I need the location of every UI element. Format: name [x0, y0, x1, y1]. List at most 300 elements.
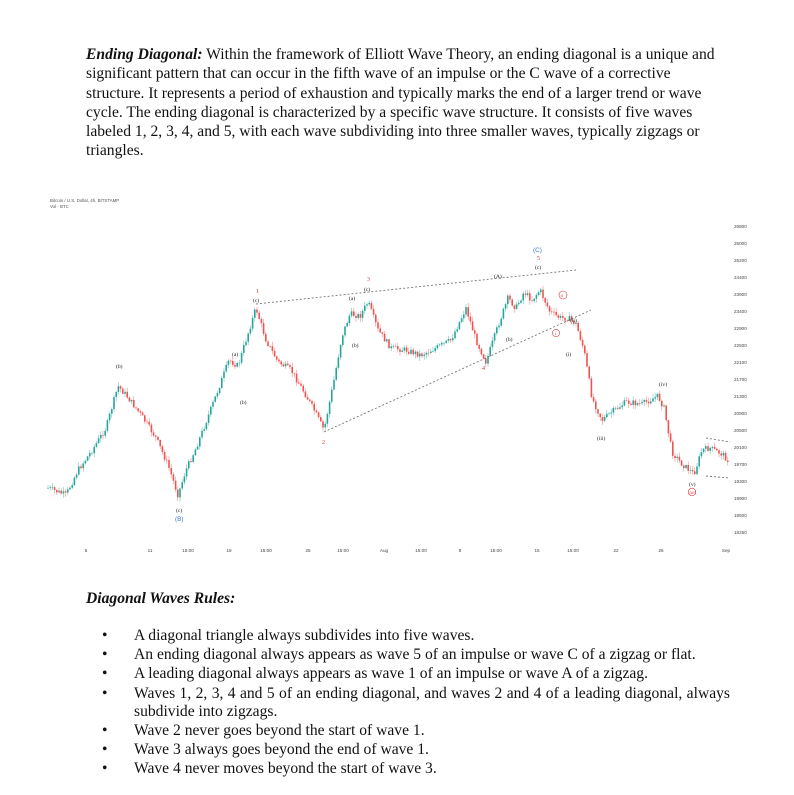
candle-body [254, 310, 256, 318]
candle-body [718, 450, 720, 453]
chart-header-sub: Vol · BTC [50, 204, 69, 209]
candle-body [507, 296, 509, 305]
candle-body [322, 421, 324, 427]
wave-label-iii-circle: (iii) [689, 490, 696, 495]
candle-body [151, 425, 153, 433]
candle-body [637, 403, 639, 405]
candle-body [360, 314, 362, 318]
candle-body [342, 335, 344, 345]
candle-body [467, 307, 469, 316]
candle-body [142, 413, 144, 416]
candle-body [412, 350, 414, 354]
candle-body [285, 364, 287, 367]
candle-body [426, 353, 428, 355]
candle-body [274, 351, 276, 357]
candle-body [496, 327, 498, 333]
candle-body [410, 350, 412, 354]
candle-body [265, 334, 267, 342]
candle-body [632, 401, 634, 405]
candle-body [417, 352, 419, 357]
candle-body [463, 314, 465, 318]
time-tick: Aug [379, 548, 389, 553]
candle-body [333, 380, 335, 390]
rule-item [86, 741, 730, 759]
price-tick: 25200 [734, 258, 747, 263]
candle-body [393, 346, 395, 347]
candle-body [219, 388, 221, 393]
candle-body [465, 307, 467, 314]
bullet: • [102, 627, 108, 644]
candle-body [313, 404, 315, 411]
candle-body [687, 465, 689, 471]
candle-body [197, 447, 199, 450]
candle-body [668, 420, 670, 433]
candle-body [289, 365, 291, 367]
bullet: • [102, 760, 108, 778]
candle-body [386, 339, 388, 341]
price-tick: 26800 [734, 224, 747, 229]
bullet: • [102, 646, 108, 664]
rule-item [86, 722, 730, 740]
candle-body [698, 456, 700, 466]
candle-body [591, 378, 593, 397]
price-tick: 21700 [734, 377, 747, 382]
candle-body [74, 478, 76, 485]
candle-body [309, 400, 311, 401]
candle-body [133, 400, 135, 407]
candle-body [162, 446, 164, 452]
candle-body [494, 333, 496, 340]
candle-body [432, 351, 434, 352]
candle-body [113, 397, 115, 409]
candle-body [87, 456, 89, 460]
price-tick: 26000 [734, 241, 747, 246]
candle-body [648, 402, 650, 404]
candle-body [188, 461, 190, 468]
wave-label-C-top: (C) [533, 247, 542, 254]
candle-body [287, 364, 289, 365]
candle-body [448, 339, 450, 341]
wave-label-b1: (b) [240, 400, 247, 406]
candle-body [267, 342, 269, 346]
candle-body [221, 378, 223, 388]
candle-body [173, 474, 175, 480]
rule-text: Wave 2 never goes beyond the start of wave 1. [134, 722, 425, 740]
candle-body [615, 408, 617, 409]
candle-body [355, 316, 357, 318]
candle-body [716, 449, 718, 450]
candle-body [324, 424, 326, 428]
candle-body [527, 293, 529, 295]
candlestick-series [47, 286, 728, 502]
candle-body [157, 437, 159, 440]
candle-body [107, 420, 109, 431]
candle-body [190, 461, 192, 462]
time-tick: 25 [305, 548, 311, 553]
time-tick: 15:00 [182, 548, 194, 553]
candle-body [663, 405, 665, 406]
candle-body [707, 446, 709, 451]
price-tick: 18900 [734, 496, 747, 501]
candle-body [203, 429, 205, 431]
candle-body [566, 321, 568, 322]
candle-body [650, 401, 652, 403]
candle-body [280, 361, 282, 364]
candle-body [470, 317, 472, 322]
candle-body [349, 316, 351, 323]
candle-body [80, 466, 82, 468]
candle-body [58, 491, 60, 493]
candle-body [371, 303, 373, 309]
candle-body [250, 329, 252, 334]
candle-body [619, 407, 621, 409]
candle-body [555, 312, 557, 315]
time-tick: 15:00 [490, 548, 502, 553]
candle-body [258, 313, 260, 319]
candle-body [712, 447, 714, 448]
rule-item [86, 646, 730, 664]
intro-text: Within the framework of Elliott Wave Theory, an ending diagonal is a unique and significant pattern that can occur in the fifth wave of an impulse or the C wave of a corrective structure. It represents a period of exhaustion and typically marks the end of a larger trend or wave cycle. The ending diagonal is characterized by a specific wave structure. It consists of five waves labeled 1, 2, 3, 4, and 5, with each wave subdividing into three smaller waves, typically zigzags or triangles. [86, 46, 715, 160]
rules-list [86, 627, 730, 780]
candle-body [540, 290, 542, 293]
candle-body [553, 312, 555, 313]
rule-text: An ending diagonal always appears as wave 5 of an impulse or wave C of a zigzag or flat. [134, 646, 696, 664]
wave-label-c3: (c) [364, 287, 371, 293]
candle-body [399, 349, 401, 352]
candle-body [511, 300, 513, 306]
candle-body [192, 455, 194, 462]
candle-body [547, 303, 549, 307]
candle-body [98, 438, 100, 443]
candle-body [694, 471, 696, 474]
candle-body [544, 298, 546, 303]
time-tick: 15:00 [260, 548, 272, 553]
candle-body [364, 306, 366, 311]
candle-body [390, 346, 392, 348]
candle-body [256, 310, 258, 313]
candle-body [239, 363, 241, 364]
candle-body [124, 392, 126, 394]
price-tick: 18500 [734, 513, 747, 518]
candle-body [384, 334, 386, 341]
bullet: • [102, 684, 108, 702]
candle-body [630, 404, 632, 405]
candle-body [681, 460, 683, 465]
candle-body [709, 448, 711, 451]
candle-body [338, 357, 340, 367]
candle-body [179, 488, 181, 497]
time-tick: 15 [534, 548, 540, 553]
rule-text: Wave 4 never moves beyond the start of wave 3. [134, 760, 437, 778]
candle-body [564, 318, 566, 321]
candle-body [723, 453, 725, 455]
candle-body [606, 414, 608, 417]
candle-body [291, 367, 293, 373]
candle-body [300, 384, 302, 386]
rule-text: A diagonal triangle always subdivides into five waves. [134, 627, 475, 644]
candle-body [522, 294, 524, 301]
rule-item [86, 627, 730, 645]
candle-body [247, 333, 249, 341]
candle-body [421, 353, 423, 356]
price-tick: 20100 [734, 445, 747, 450]
candle-body [514, 305, 516, 308]
candle-body [137, 408, 139, 411]
candle-body [278, 360, 280, 362]
candle-body [252, 318, 254, 329]
candle-body [181, 482, 183, 488]
candle-body [316, 411, 318, 413]
wave-label-A-up: (A) [494, 274, 502, 280]
candle-body [67, 489, 69, 492]
candle-body [419, 353, 421, 356]
candle-body [641, 402, 643, 403]
time-tick: 5 [84, 548, 88, 553]
candle-body [236, 363, 238, 367]
candle-body [586, 353, 588, 366]
candle-body [474, 330, 476, 333]
candle-body [217, 393, 219, 396]
price-tick: 23900 [734, 292, 747, 297]
candle-body [351, 311, 353, 315]
wave-label-c1: (c) [253, 298, 260, 304]
candle-body [500, 319, 502, 326]
candle-body [461, 318, 463, 322]
candle-body [714, 447, 716, 449]
candle-body [276, 356, 278, 359]
candle-body [201, 431, 203, 438]
candle-body [206, 423, 208, 429]
candle-body [186, 468, 188, 476]
candle-body [584, 346, 586, 353]
candle-body [47, 488, 49, 489]
candle-body [208, 415, 210, 423]
price-tick: 22900 [734, 326, 747, 331]
time-tick: 18 [226, 548, 232, 553]
candle-body [230, 361, 232, 362]
wave-label-iii: (iii) [597, 436, 606, 442]
chart-header-title: Bitcoin / U.S. Dollar, 4h, BITSTAMP [50, 198, 120, 203]
candle-body [120, 386, 122, 389]
candle-body [232, 361, 234, 365]
candle-body [613, 408, 615, 413]
candle-body [148, 422, 150, 425]
candle-body [692, 470, 694, 471]
price-tick: 21300 [734, 394, 747, 399]
candle-body [551, 312, 553, 313]
candle-body [362, 311, 364, 318]
candle-body [646, 400, 648, 402]
wave-label-a3: (a) [349, 296, 356, 302]
candle-body [109, 414, 111, 421]
wave-label-ii: ii [560, 293, 564, 298]
candle-body [335, 368, 337, 380]
candle-body [91, 453, 93, 454]
time-tick: 15:00 [415, 548, 427, 553]
candle-body [144, 415, 146, 421]
candle-body [65, 491, 67, 492]
candle-body [382, 332, 384, 333]
candle-body [529, 293, 531, 300]
price-tick: 23400 [734, 309, 747, 314]
price-tick: 20500 [734, 428, 747, 433]
candle-body [327, 414, 329, 424]
candle-body [437, 345, 439, 348]
candle-body [100, 435, 102, 438]
candle-body [608, 414, 610, 415]
candle-body [243, 345, 245, 353]
candle-body [373, 309, 375, 315]
price-tick: 22500 [734, 343, 747, 348]
wave-label-b-top: (b) [116, 364, 123, 370]
candle-body [476, 334, 478, 345]
wave-label-iv: (iv) [659, 382, 668, 388]
wave-label-i-small: i [555, 331, 557, 336]
candle-body [89, 453, 91, 456]
candle-body [195, 449, 197, 455]
candle-body [406, 348, 408, 352]
rule-text: Wave 3 always goes beyond the end of wave 1. [134, 741, 429, 759]
candle-body [60, 491, 62, 494]
candle-body [725, 453, 727, 460]
wave-label-5: 5 [537, 256, 540, 262]
trendlines [256, 270, 730, 478]
candle-body [610, 413, 612, 414]
candle-body [485, 359, 487, 364]
candle-body [102, 435, 104, 436]
candle-body [593, 397, 595, 401]
candle-body [582, 340, 584, 346]
price-tick: 20900 [734, 411, 747, 416]
candle-body [302, 386, 304, 392]
candle-body [357, 314, 359, 318]
rules-heading: Diagonal Waves Rules: [86, 590, 236, 607]
candle-body [588, 367, 590, 379]
candle-body [272, 346, 274, 351]
candle-body [597, 409, 599, 413]
candle-body [685, 465, 687, 468]
candle-body [146, 422, 148, 423]
candle-body [492, 341, 494, 347]
time-tick: 8 [458, 548, 462, 553]
candle-body [401, 350, 403, 351]
candle-body [604, 417, 606, 421]
wave-label-1: 1 [256, 289, 259, 295]
candle-body [166, 460, 168, 461]
candle-body [602, 417, 604, 421]
wave-label-c5: (c) [535, 265, 542, 271]
candle-body [210, 407, 212, 415]
candle-body [676, 457, 678, 458]
rule-item [86, 685, 730, 721]
candle-body [454, 331, 456, 338]
candle-body [639, 403, 641, 404]
candle-body [344, 326, 346, 335]
price-tick: 22100 [734, 360, 747, 365]
candle-body [562, 316, 564, 318]
time-tick: Sep [721, 548, 731, 553]
candle-body [445, 341, 447, 343]
candle-body [542, 290, 544, 298]
candle-body [450, 339, 452, 340]
candle-body [536, 295, 538, 299]
candle-body [269, 346, 271, 347]
candle-body [329, 402, 331, 414]
wave-label-b3: (b) [352, 343, 359, 349]
candle-body [654, 397, 656, 398]
candle-body [331, 390, 333, 402]
candle-body [452, 338, 454, 340]
candle-body [577, 323, 579, 331]
candle-body [657, 394, 659, 397]
candle-body [683, 466, 685, 469]
candle-body [443, 343, 445, 344]
candle-body [96, 443, 98, 447]
candle-body [505, 304, 507, 309]
wave-label-a1: (a) [232, 352, 239, 358]
candle-body [368, 303, 370, 304]
candle-body [49, 487, 51, 488]
candle-body [155, 436, 157, 437]
candle-body [404, 348, 406, 351]
wave-labels [116, 247, 697, 523]
intro-paragraph [86, 45, 726, 161]
candle-body [595, 401, 597, 409]
candle-body [375, 315, 377, 323]
candle-body [346, 323, 348, 326]
candle-body [379, 328, 381, 332]
candle-body [483, 354, 485, 358]
candle-body [294, 373, 296, 374]
candle-body [223, 371, 225, 378]
candle-body [140, 411, 142, 412]
candle-body [703, 449, 705, 452]
candle-body [674, 456, 676, 458]
bullet: • [102, 741, 108, 759]
rule-text: Waves 1, 2, 3, 4 and 5 of an ending diagonal, and waves 2 and 4 of a leading diagonal, always subdivide into zigzags. [134, 684, 730, 720]
candle-body [441, 343, 443, 345]
price-axis [734, 224, 747, 535]
candle-body [459, 322, 461, 329]
candle-body [690, 470, 692, 471]
candle-body [283, 364, 285, 366]
candle-body [261, 319, 263, 323]
candle-body [69, 488, 71, 490]
rule-item [86, 760, 730, 778]
candle-body [531, 300, 533, 301]
bullet: • [102, 665, 108, 683]
price-tick: 19700 [734, 462, 747, 467]
candle-body [624, 400, 626, 405]
wave-label-b4: (b) [506, 337, 513, 343]
candle-body [518, 303, 520, 304]
candle-body [516, 304, 518, 309]
wave-label-4: 4 [482, 366, 485, 372]
candle-body [621, 405, 623, 407]
candle-body [472, 321, 474, 330]
candle-body [643, 400, 645, 402]
candle-body [135, 407, 137, 408]
candle-body [628, 401, 630, 404]
candle-body [377, 322, 379, 328]
candle-body [82, 463, 84, 468]
time-tick: 22 [613, 548, 619, 553]
candle-body [652, 399, 654, 402]
candle-body [423, 355, 425, 356]
time-axis [85, 548, 731, 553]
wave-label-B-bottom: (B) [175, 516, 184, 523]
price-tick: 19300 [734, 479, 747, 484]
